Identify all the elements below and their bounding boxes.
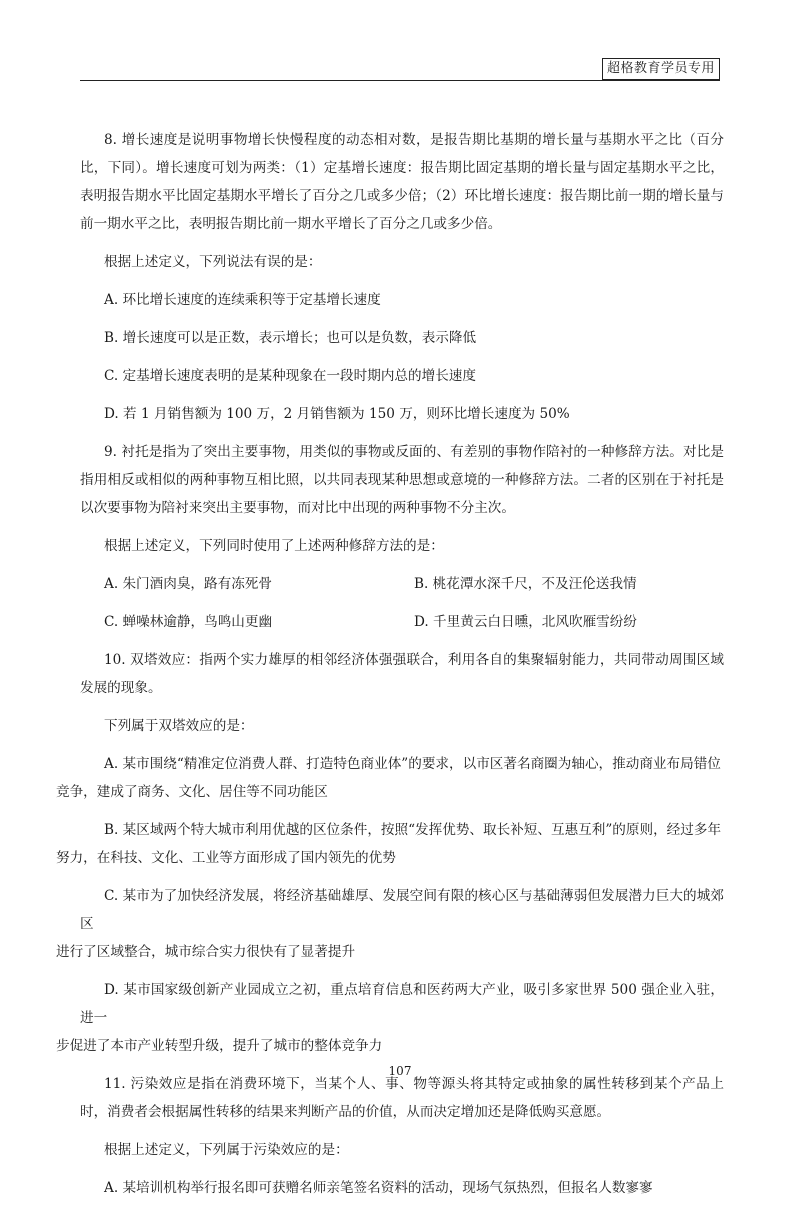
option-d-line-2: 步促进了本市产业转型升级，提升了城市的整体竞争力 (56, 1038, 383, 1054)
option-row (80, 570, 724, 598)
option-d: D. 千里黄云白日曛，北风吹雁雪纷纷 (414, 614, 637, 630)
option-c-line-1: C. 某市为了加快经济发展，将经济基础雄厚、发展空间有限的核心区与基础薄弱但发展潜力巨大的城郊区 (80, 888, 724, 932)
option-a-line-1: A. 某市围绕“精准定位消费人群、打造特色商业体”的要求，以市区著名商圈为轴心，推动商业布局错位 (104, 756, 721, 772)
option-a (56, 750, 724, 806)
question-prompt: 根据上述定义，下列说法有误的是： (104, 254, 322, 270)
option-c: C. 蝉噪林逾静，鸟鸣山更幽 (104, 614, 273, 630)
option-d-line-1: D. 某市国家级创新产业园成立之初，重点培育信息和医药两大产业，吸引多家世界 500 强企业入驻，进一 (80, 982, 724, 1026)
option-c (56, 882, 724, 966)
question-stem: 8. 增长速度是说明事物增长快慢程度的动态相对数，是报告期比基期的增长量与基期水平之比（百分比，下同）。增长速度可划为两类：（1）定基增长速度：报告期比固定基期的增长量与固定基期水平之比，表明报告期水平比固定基期水平增长了百分之几或多少倍；（2）环比增长速度：报告期比前一期的增长量与前一期水平之比，表明报告期比前一期水平增长了百分之几或多少倍。 (80, 132, 724, 232)
option-d: D. 若 1 月销售额为 100 万，2 月销售额为 150 万，则环比增长速度为 50% (104, 406, 570, 422)
question-10 (56, 646, 724, 1060)
option-b: B. 桃花潭水深千尺，不及汪伦送我情 (414, 576, 637, 592)
option-a-line-2: 竞争，建成了商务、文化、居住等不同功能区 (56, 784, 328, 800)
question-stem: 9. 衬托是指为了突出主要事物，用类似的事物或反面的、有差别的事物作陪衬的一种修辞方法。对比是指用相反或相似的两种事物互相比照，以共同表现某种思想或意境的一种修辞方法。二者的区别在于衬托是以次要事物为陪衬来突出主要事物，而对比中出现的两种事物不分主次。 (80, 444, 724, 516)
question-prompt: 根据上述定义，下列同时使用了上述两种修辞方法的是： (104, 538, 444, 554)
header-rule (80, 80, 720, 81)
option-b: B. 增长速度可以是正数，表示增长；也可以是负数，表示降低 (104, 330, 477, 346)
document-body (56, 126, 724, 1212)
option-a: A. 环比增长速度的连续乘积等于定基增长速度 (104, 292, 381, 308)
question-9 (80, 438, 724, 636)
page-number: 107 (388, 1064, 412, 1078)
option-a: A. 某培训机构举行报名即可获赠名师亲笔签名资料的活动，现场气氛热烈，但报名人数寥寥 (104, 1180, 653, 1196)
question-stem: 10. 双塔效应：指两个实力雄厚的相邻经济体强强联合，利用各自的集聚辐射能力，共同带动周围区域发展的现象。 (80, 652, 724, 696)
option-a: A. 朱门酒肉臭，路有冻死骨 (104, 576, 272, 592)
option-b (56, 816, 724, 872)
question-8 (80, 126, 724, 428)
question-prompt: 下列属于双塔效应的是： (104, 718, 254, 734)
option-b-line-1: B. 某区域两个特大城市利用优越的区位条件，按照“发挥优势、取长补短、互惠互利”的原则，经过多年 (104, 822, 722, 838)
option-row (80, 608, 724, 636)
question-prompt: 根据上述定义，下列属于污染效应的是： (104, 1142, 349, 1158)
question-stem: 11. 污染效应是指在消费环境下，当某个人、事、物等源头将其特定或抽象的属性转移到某个产品上时，消费者会根据属性转移的结果来判断产品的价值，从而决定增加还是降低购买意愿。 (80, 1076, 724, 1120)
option-b-line-2: 努力，在科技、文化、工业等方面形成了国内领先的优势 (56, 850, 396, 866)
question-11 (80, 1070, 724, 1202)
option-c: C. 定基增长速度表明的是某种现象在一段时期内总的增长速度 (104, 368, 476, 384)
header-badge: 超格教育学员专用 (602, 58, 720, 80)
option-c-line-2: 进行了区域整合，城市综合实力很快有了显著提升 (56, 944, 356, 960)
option-d (56, 976, 724, 1060)
